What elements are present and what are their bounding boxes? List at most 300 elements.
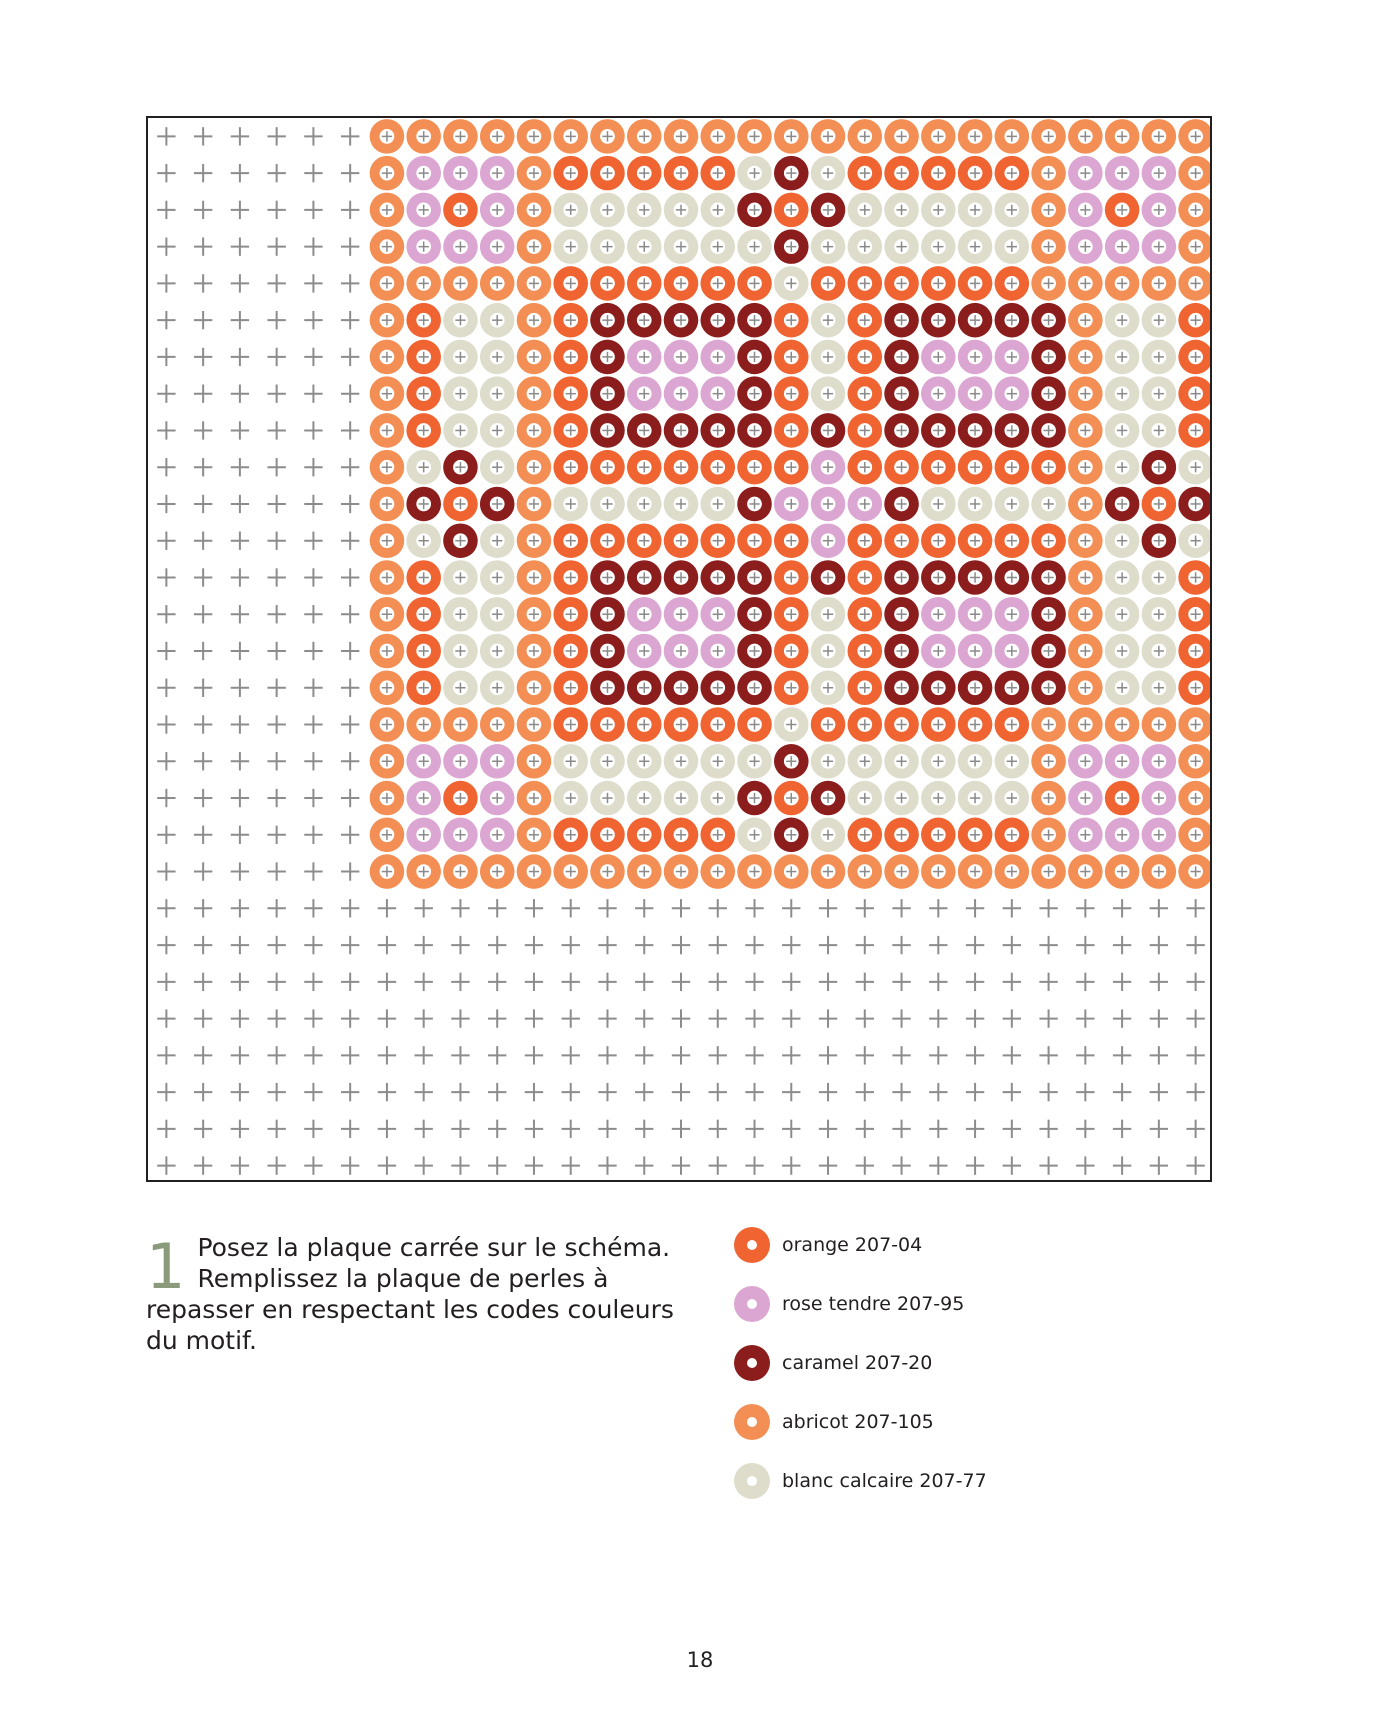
peg-plus-icon [194,899,212,917]
peg-plus-icon [194,237,212,255]
peg-plus-icon [304,752,322,770]
peg-plus-icon [378,936,396,954]
peg-plus-icon [267,1083,285,1101]
peg-plus-icon [341,862,359,880]
peg-plus-icon [966,1046,984,1064]
peg-plus-icon [231,458,249,476]
peg-plus-icon [1039,1046,1057,1064]
peg-plus-icon [194,715,212,733]
peg-plus-icon [341,936,359,954]
peg-plus-icon [194,862,212,880]
peg-plus-icon [157,458,175,476]
peg-plus-icon [1150,1156,1168,1174]
peg-plus-icon [488,973,506,991]
instruction-step [146,1232,706,1356]
peg-plus-icon [194,164,212,182]
peg-plus-icon [341,1046,359,1064]
peg-plus-icon [231,752,249,770]
peg-plus-icon [709,1156,727,1174]
peg-plus-icon [341,1083,359,1101]
peg-plus-icon [1113,1046,1131,1064]
peg-plus-icon [157,164,175,182]
peg-plus-icon [415,936,433,954]
peg-plus-icon [304,1046,322,1064]
peg-plus-icon [1003,936,1021,954]
peg-plus-icon [415,1046,433,1064]
peg-plus-icon [929,1046,947,1064]
peg-plus-icon [709,936,727,954]
peg-plus-icon [194,421,212,439]
peg-plus-icon [304,164,322,182]
peg-plus-icon [635,1009,653,1027]
legend-item-caramel [734,1345,1154,1404]
peg-plus-icon [341,1009,359,1027]
peg-plus-icon [1076,1046,1094,1064]
peg-plus-icon [341,385,359,403]
color-legend [734,1227,1154,1522]
peg-plus-icon [341,164,359,182]
peg-plus-icon [819,1046,837,1064]
peg-plus-icon [304,274,322,292]
peg-plus-icon [194,311,212,329]
peg-plus-icon [304,532,322,550]
peg-plus-icon [635,1156,653,1174]
instruction-line-2: Remplissez la plaque de perles à [197,1264,609,1293]
peg-plus-icon [488,1083,506,1101]
peg-plus-icon [194,826,212,844]
peg-plus-icon [267,458,285,476]
peg-plus-icon [1113,1009,1131,1027]
peg-plus-icon [194,385,212,403]
peg-plus-icon [341,1156,359,1174]
peg-plus-icon [598,1083,616,1101]
peg-plus-icon [267,164,285,182]
peg-plus-icon [709,1083,727,1101]
peg-plus-icon [194,752,212,770]
step-number: 1 [146,1230,186,1303]
peg-plus-icon [929,973,947,991]
peg-plus-icon [415,1120,433,1138]
peg-plus-icon [1186,1009,1204,1027]
peg-plus-icon [856,1156,874,1174]
peg-plus-icon [267,1009,285,1027]
peg-plus-icon [378,1120,396,1138]
peg-plus-icon [1039,1120,1057,1138]
peg-plus-icon [157,385,175,403]
peg-plus-icon [231,1083,249,1101]
peg-plus-icon [451,1120,469,1138]
peg-plus-icon [598,1009,616,1027]
legend-item-abricot [734,1404,1154,1463]
peg-plus-icon [782,1156,800,1174]
peg-plus-icon [304,568,322,586]
legend-item-rose-tendre [734,1286,1154,1345]
peg-plus-icon [1003,899,1021,917]
peg-plus-icon [267,642,285,660]
peg-plus-icon [157,495,175,513]
peg-plus-icon [341,826,359,844]
peg-plus-icon [157,1083,175,1101]
peg-plus-icon [415,1009,433,1027]
peg-plus-icon [525,973,543,991]
peg-plus-icon [966,899,984,917]
peg-plus-icon [635,1046,653,1064]
peg-plus-icon [1150,1083,1168,1101]
peg-plus-icon [929,1156,947,1174]
peg-plus-icon [231,642,249,660]
peg-plus-icon [966,1120,984,1138]
peg-plus-icon [782,973,800,991]
peg-plus-icon [635,936,653,954]
peg-plus-icon [892,1156,910,1174]
peg-plus-icon [745,973,763,991]
peg-plus-icon [267,1046,285,1064]
peg-plus-icon [929,1120,947,1138]
peg-plus-icon [1186,1120,1204,1138]
peg-plus-icon [341,568,359,586]
peg-plus-icon [782,899,800,917]
peg-plus-icon [157,789,175,807]
peg-plus-icon [341,495,359,513]
peg-plus-icon [267,1156,285,1174]
peg-plus-icon [231,385,249,403]
peg-plus-icon [1113,973,1131,991]
peg-plus-icon [231,568,249,586]
peg-plus-icon [267,495,285,513]
legend-item-blanc-calcaire [734,1463,1154,1522]
peg-plus-icon [892,973,910,991]
peg-plus-icon [1003,1120,1021,1138]
peg-plus-icon [231,936,249,954]
peg-plus-icon [304,127,322,145]
peg-plus-icon [819,973,837,991]
peg-plus-icon [341,311,359,329]
peg-plus-icon [304,1083,322,1101]
peg-plus-icon [267,973,285,991]
peg-plus-icon [1076,1009,1094,1027]
peg-plus-icon [966,973,984,991]
peg-plus-icon [562,936,580,954]
peg-plus-icon [157,568,175,586]
peg-plus-icon [451,1156,469,1174]
peg-plus-icon [304,936,322,954]
peg-plus-icon [1113,1156,1131,1174]
peg-plus-icon [157,605,175,623]
peg-plus-icon [341,127,359,145]
peg-plus-icon [598,1120,616,1138]
peg-plus-icon [451,1046,469,1064]
peg-plus-icon [451,973,469,991]
peg-plus-icon [892,899,910,917]
peg-plus-icon [157,936,175,954]
peg-plus-icon [304,1120,322,1138]
bead-swatch-icon [734,1227,770,1263]
peg-plus-icon [378,1009,396,1027]
peg-plus-icon [709,1046,727,1064]
peg-plus-icon [525,1083,543,1101]
peg-plus-icon [709,1120,727,1138]
peg-plus-icon [819,1083,837,1101]
peg-plus-icon [819,1120,837,1138]
peg-plus-icon [231,237,249,255]
peg-plus-icon [157,899,175,917]
peg-plus-icon [929,1083,947,1101]
peg-plus-icon [819,1156,837,1174]
peg-plus-icon [966,936,984,954]
peg-plus-icon [378,1046,396,1064]
peg-plus-icon [341,679,359,697]
peg-plus-icon [1113,1083,1131,1101]
bead-swatch-icon [734,1463,770,1499]
peg-plus-icon [525,899,543,917]
peg-plus-icon [157,237,175,255]
peg-plus-icon [451,1083,469,1101]
peg-plus-icon [194,1083,212,1101]
peg-plus-icon [525,1156,543,1174]
legend-item-orange [734,1227,1154,1286]
peg-plus-icon [231,201,249,219]
peg-plus-icon [267,201,285,219]
peg-plus-icon [157,421,175,439]
peg-plus-icon [157,311,175,329]
peg-plus-icon [378,899,396,917]
peg-plus-icon [267,715,285,733]
peg-plus-icon [672,1120,690,1138]
peg-plus-icon [304,1156,322,1174]
peg-plus-icon [267,568,285,586]
peg-plus-icon [525,936,543,954]
peg-plus-icon [304,237,322,255]
peg-plus-icon [194,201,212,219]
peg-plus-icon [231,1009,249,1027]
peg-plus-icon [194,789,212,807]
peg-plus-icon [745,1120,763,1138]
peg-plus-icon [267,936,285,954]
peg-plus-icon [1113,899,1131,917]
peg-plus-icon [1186,1156,1204,1174]
peg-plus-icon [745,936,763,954]
peg-plus-icon [341,1120,359,1138]
peg-plus-icon [1186,1046,1204,1064]
peg-plus-icon [231,274,249,292]
peg-plus-icon [1003,973,1021,991]
peg-plus-icon [267,679,285,697]
peg-plus-icon [157,348,175,366]
peg-plus-icon [194,1120,212,1138]
legend-label: abricot 207-105 [782,1411,934,1433]
peg-plus-icon [819,936,837,954]
peg-plus-icon [267,899,285,917]
peg-plus-icon [1150,1046,1168,1064]
peg-plus-icon [1186,899,1204,917]
peg-plus-icon [231,679,249,697]
peg-plus-icon [267,348,285,366]
peg-plus-icon [267,385,285,403]
peg-plus-icon [194,605,212,623]
peg-plus-icon [1076,973,1094,991]
peg-plus-icon [562,973,580,991]
peg-plus-icon [304,385,322,403]
peg-plus-icon [267,605,285,623]
peg-plus-icon [231,973,249,991]
peg-plus-icon [782,1046,800,1064]
peg-plus-icon [929,1009,947,1027]
peg-plus-icon [451,936,469,954]
peg-plus-icon [415,973,433,991]
peg-plus-icon [635,1120,653,1138]
peg-plus-icon [157,679,175,697]
peg-plus-icon [488,936,506,954]
peg-plus-icon [194,568,212,586]
peg-plus-icon [745,1083,763,1101]
peg-plus-icon [231,605,249,623]
peg-plus-icon [341,532,359,550]
peg-plus-icon [267,826,285,844]
peg-plus-icon [819,899,837,917]
peg-plus-icon [1039,973,1057,991]
peg-plus-icon [231,311,249,329]
peg-plus-icon [562,1156,580,1174]
peg-plus-icon [157,1009,175,1027]
peg-plus-icon [488,1046,506,1064]
peg-plus-icon [856,1083,874,1101]
peg-plus-icon [672,1083,690,1101]
peg-plus-icon [341,789,359,807]
peg-plus-icon [341,421,359,439]
peg-plus-icon [231,826,249,844]
peg-plus-icon [304,348,322,366]
peg-plus-icon [304,862,322,880]
peg-plus-icon [378,973,396,991]
peg-plus-icon [929,936,947,954]
peg-plus-icon [267,311,285,329]
peg-plus-icon [157,532,175,550]
peg-plus-icon [415,899,433,917]
peg-plus-icon [856,1120,874,1138]
peg-plus-icon [1039,1083,1057,1101]
peg-plus-icon [672,1046,690,1064]
peg-plus-icon [709,973,727,991]
peg-plus-icon [267,789,285,807]
peg-plus-icon [856,936,874,954]
peg-plus-icon [1076,1083,1094,1101]
peg-plus-icon [819,1009,837,1027]
peg-plus-icon [304,1009,322,1027]
peg-plus-icon [157,862,175,880]
peg-plus-icon [1003,1009,1021,1027]
peg-plus-icon [267,237,285,255]
peg-plus-icon [856,1009,874,1027]
peg-plus-icon [562,1046,580,1064]
peg-plus-icon [1039,899,1057,917]
peg-plus-icon [231,1046,249,1064]
peg-plus-icon [672,936,690,954]
peg-plus-icon [1186,973,1204,991]
legend-label: caramel 207-20 [782,1352,933,1374]
bead-swatch-icon [734,1345,770,1381]
peg-plus-icon [782,936,800,954]
peg-plus-icon [267,1120,285,1138]
peg-plus-icon [341,752,359,770]
peg-plus-icon [267,752,285,770]
peg-plus-icon [304,605,322,623]
peg-plus-icon [1003,1083,1021,1101]
peg-plus-icon [231,164,249,182]
peg-plus-icon [194,348,212,366]
peg-plus-icon [231,899,249,917]
peg-plus-icon [892,1120,910,1138]
peg-plus-icon [1076,1156,1094,1174]
peg-plus-icon [231,495,249,513]
peg-plus-icon [341,274,359,292]
peg-plus-icon [745,1156,763,1174]
peg-plus-icon [1150,936,1168,954]
peg-plus-icon [745,1046,763,1064]
peg-plus-icon [488,1156,506,1174]
legend-label: orange 207-04 [782,1234,923,1256]
instruction-line-3: repasser en respectant les codes couleurs [146,1295,674,1324]
peg-plus-icon [157,715,175,733]
peg-plus-icon [194,532,212,550]
peg-plus-icon [966,1083,984,1101]
peg-plus-icon [451,899,469,917]
peg-plus-icon [304,201,322,219]
peg-plus-icon [1076,1120,1094,1138]
peg-plus-icon [157,1156,175,1174]
peg-plus-icon [341,237,359,255]
peg-plus-icon [1113,1120,1131,1138]
peg-plus-icon [525,1046,543,1064]
legend-label: blanc calcaire 207-77 [782,1470,987,1492]
peg-plus-icon [415,1156,433,1174]
peg-plus-icon [672,973,690,991]
peg-plus-icon [231,789,249,807]
peg-plus-icon [341,348,359,366]
peg-plus-icon [341,458,359,476]
page-number: 18 [686,1648,714,1672]
peg-plus-icon [194,127,212,145]
peg-plus-icon [929,899,947,917]
peg-plus-icon [1039,1009,1057,1027]
peg-plus-icon [562,1083,580,1101]
peg-plus-icon [304,458,322,476]
peg-plus-icon [304,642,322,660]
peg-plus-icon [194,274,212,292]
peg-plus-icon [745,1009,763,1027]
peg-plus-icon [1039,1156,1057,1174]
peg-plus-icon [856,1046,874,1064]
peg-plus-icon [892,936,910,954]
peg-plus-icon [1150,1120,1168,1138]
peg-plus-icon [194,495,212,513]
peg-plus-icon [304,421,322,439]
peg-plus-icon [304,899,322,917]
peg-plus-icon [892,1046,910,1064]
peg-plus-icon [231,421,249,439]
instruction-line-4: du motif. [146,1326,257,1355]
peg-plus-icon [856,973,874,991]
peg-plus-icon [157,201,175,219]
peg-plus-icon [966,1009,984,1027]
peg-plus-icon [194,936,212,954]
peg-plus-icon [194,458,212,476]
peg-plus-icon [304,495,322,513]
peg-plus-icon [304,715,322,733]
peg-plus-icon [562,1009,580,1027]
peg-plus-icon [598,1046,616,1064]
peg-plus-icon [1076,899,1094,917]
peg-plus-icon [157,274,175,292]
